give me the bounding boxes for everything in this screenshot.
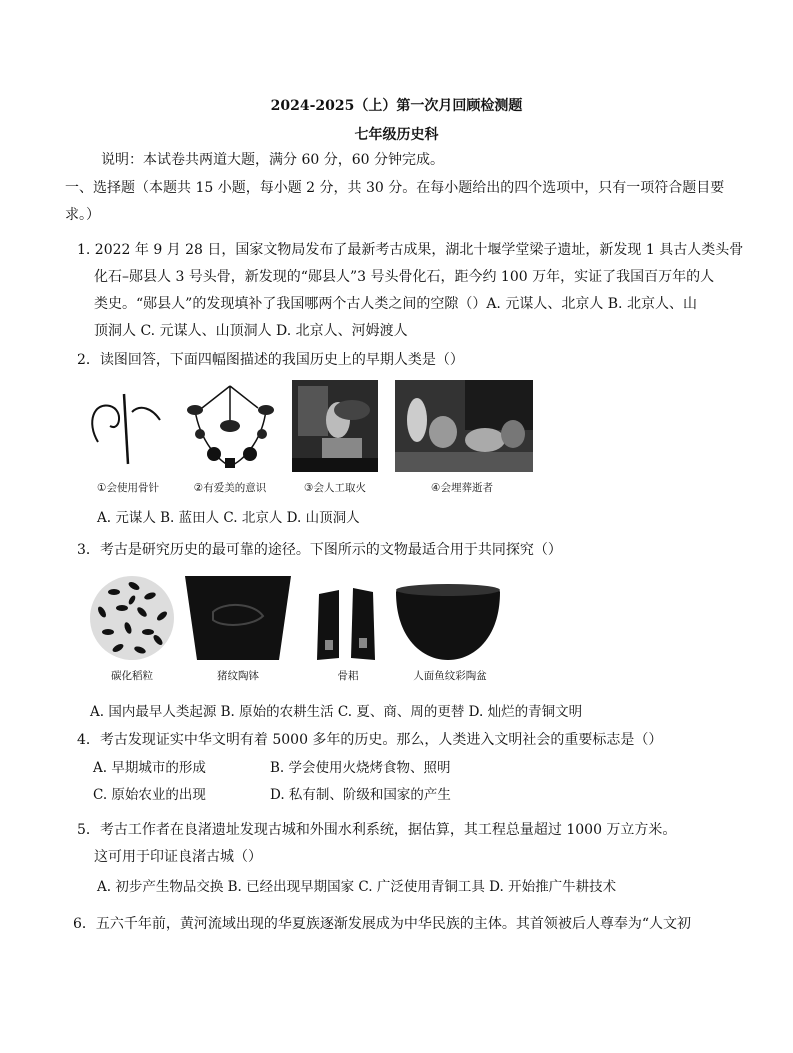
- q4-stem: 4．考古发现证实中华文明有着 5000 多年的历史。那么，人类进入文明社会的重要标志是（）: [77, 732, 663, 748]
- q3-options: A. 国内最早人类起源 B. 原始的农耕生活 C. 夏、商、周的更替 D. 灿烂的青铜文明: [90, 704, 583, 720]
- pig-pattern-bowl-image: [183, 572, 293, 664]
- q2-caption-3: ③会人工取火: [304, 482, 366, 494]
- section-heading: 一、选择题（本题共 15 小题，每小题 2 分，共 30 分。在每小题给出的四个选项中，只有一项符合题目要: [65, 180, 725, 196]
- q1-line-2: 化石–郧县人 3 号头骨，新发现的“郧县人”3 号头骨化石，距今约 100 万年，实证了我国百万年的人: [94, 269, 715, 285]
- making-fire-image: [292, 380, 378, 472]
- carbonized-rice-image: [84, 572, 180, 664]
- q5-stem-2: 这可用于印证良渚古城（）: [94, 849, 262, 865]
- section-heading-cont: 求。）: [65, 207, 100, 223]
- burial-scene-image: [395, 380, 533, 472]
- q6-stem: 6．五六千年前，黄河流域出现的华夏族逐渐发展成为中华民族的主体。其首领被后人尊奉为“人文初: [73, 916, 692, 932]
- q1-line-3: 类史。“郧县人”的发现填补了我国哪两个古人类之间的空隙（）A. 元谋人、北京人 B. 北京人、山: [94, 296, 697, 312]
- q4-option-b: B. 学会使用火烧烤食物、照明: [270, 760, 451, 776]
- q4-option-d: D. 私有制、阶级和国家的产生: [270, 787, 451, 803]
- ornament-necklace-image: [180, 382, 280, 472]
- q2-caption-4: ④会埋葬逝者: [431, 482, 493, 494]
- q3-caption-1: 碳化稻粒: [111, 670, 153, 682]
- q5-options: A. 初步产生物品交换 B. 已经出现早期国家 C. 广泛使用青铜工具 D. 开始推广牛耕技术: [97, 879, 617, 895]
- q3-caption-4: 人面鱼纹彩陶盆: [413, 670, 487, 682]
- q3-caption-3: 骨耜: [337, 670, 359, 682]
- bone-spade-image: [313, 584, 383, 664]
- q4-option-a: A. 早期城市的形成: [93, 760, 206, 776]
- q3-caption-2: 猪纹陶钵: [217, 670, 259, 682]
- q3-stem: 3．考古是研究历史的最可靠的途径。下图所示的文物最适合用于共同探究（）: [77, 542, 562, 558]
- q2-caption-2: ②有爱美的意识: [193, 482, 267, 494]
- exam-title: 2024-2025（上）第一次月回顾检测题: [270, 98, 523, 114]
- exam-note: 说明：本试卷共两道大题，满分 60 分，60 分钟完成。: [101, 152, 444, 168]
- exam-subject: 七年级历史科: [354, 127, 439, 143]
- q1-line-4: 顶洞人 C. 元谋人、山顶洞人 D. 北京人、河姆渡人: [94, 323, 408, 339]
- painted-pottery-basin-image: [394, 578, 502, 664]
- q5-stem-1: 5．考古工作者在良渚遗址发现古城和外围水利系统，据估算，其工程总量超过 1000 万立方米。: [77, 822, 677, 838]
- bone-needle-image: [80, 382, 170, 472]
- q2-stem: 2．读图回答，下面四幅图描述的我国历史上的早期人类是（）: [77, 352, 464, 368]
- q2-caption-1: ①会使用骨针: [97, 482, 159, 494]
- q1-line-1: 1. 2022 年 9 月 28 日，国家文物局发布了最新考古成果，湖北十堰学堂梁子遗址，新发现 1 具古人类头骨: [77, 242, 744, 258]
- q2-options: A. 元谋人 B. 蓝田人 C. 北京人 D. 山顶洞人: [97, 510, 360, 526]
- q4-option-c: C. 原始农业的出现: [93, 787, 206, 803]
